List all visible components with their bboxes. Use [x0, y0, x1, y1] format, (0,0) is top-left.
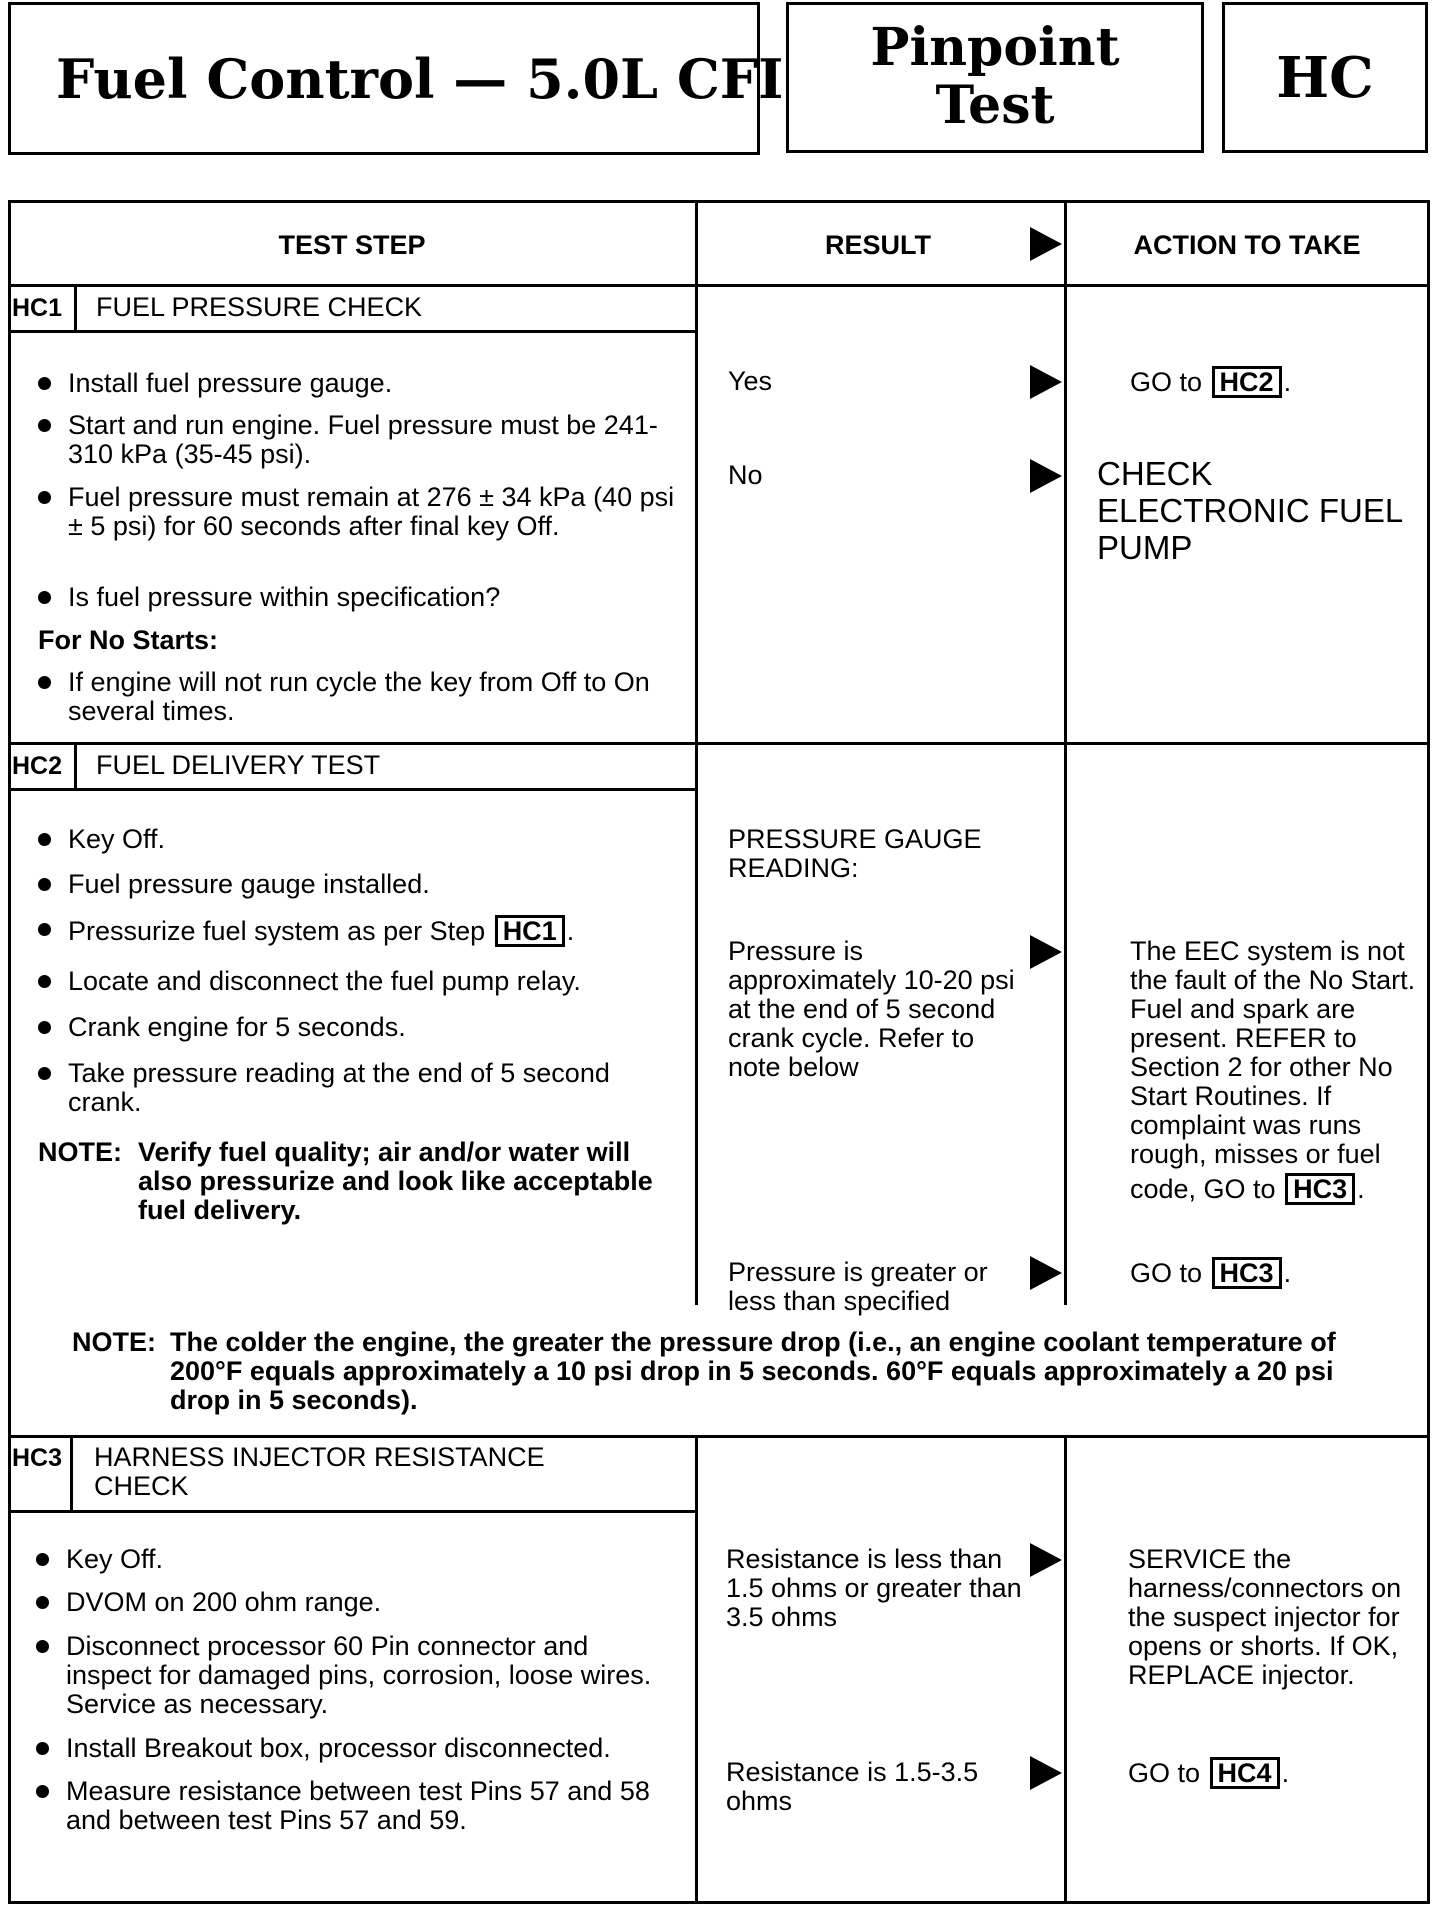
hc3-action-2: GO to HC4 . — [1128, 1758, 1290, 1788]
bullet-dot-icon — [38, 419, 51, 432]
test-type-box — [786, 2, 1204, 153]
divider-action — [1064, 200, 1067, 1305]
hc2-r2-arrow-icon — [1030, 1256, 1062, 1290]
hc2-result-1: Pressure is approximately 10-20 psi at the end of 5 second crank cycle. Refer to note below — [728, 936, 1015, 1082]
hc2-step-hc1-ref[interactable]: HC1 — [495, 915, 565, 947]
hc1-result-no: No — [728, 460, 763, 490]
test-type-line2: Test — [935, 75, 1055, 136]
bullet-dot-icon — [38, 1021, 51, 1034]
hc2-bullet-2: Fuel pressure gauge installed. — [38, 870, 678, 899]
hc2-result-heading: PRESSURE GAUGE READING: — [728, 824, 982, 883]
divider-result — [695, 200, 698, 1305]
hc2-bullet-1: Key Off. — [38, 825, 678, 854]
bullet-dot-icon — [38, 975, 51, 988]
column-arrow-icon — [1030, 227, 1062, 261]
hc1-bullet-4: Is fuel pressure within specification? — [38, 583, 678, 612]
hc3-bullet-4: Install Breakout box, processor disconnected. — [36, 1734, 676, 1763]
hc1-goto-hc2-ref[interactable]: HC2 — [1212, 366, 1282, 398]
column-action: ACTION TO TAKE — [1133, 230, 1361, 260]
hc3-r2-arrow-icon — [1030, 1756, 1062, 1790]
column-header-divider — [8, 284, 1430, 287]
bullet-dot-icon — [38, 923, 51, 936]
hc1-step-title: FUEL PRESSURE CHECK — [96, 292, 423, 322]
hc1-bullet-3: Fuel pressure must remain at 276 ± 34 kPa (40 psi ± 5 psi) for 60 seconds after final key Off. — [38, 483, 678, 541]
hc3-bullet-2: DVOM on 200 ohm range. — [36, 1588, 676, 1617]
column-result: RESULT — [825, 230, 931, 260]
page-title: Fuel Control — 5.0L CFI — [56, 47, 784, 111]
bullet-dot-icon — [36, 1785, 49, 1798]
hc1-bullet-1: Install fuel pressure gauge. — [38, 369, 678, 398]
bullet-dot-icon — [38, 591, 51, 604]
column-test-step: TEST STEP — [278, 230, 426, 260]
hc2-action-2: GO to HC3 . — [1130, 1258, 1292, 1288]
hc1-result-yes: Yes — [728, 366, 773, 396]
divider-action-hc3 — [1064, 1435, 1067, 1904]
hc2-section-top — [8, 742, 1430, 745]
hc2-result-2: Pressure is greater or less than specified — [728, 1257, 988, 1316]
hc2-note-label: NOTE: — [38, 1137, 122, 1167]
hc2-goto-hc3-ref-2[interactable]: HC3 — [1212, 1257, 1282, 1289]
code-box — [1222, 2, 1428, 153]
hc3-title-underline — [8, 1510, 695, 1513]
bullet-dot-icon — [38, 491, 51, 504]
hc2-id-divider — [74, 742, 77, 788]
hc3-step-title: HARNESS INJECTOR RESISTANCE CHECK — [94, 1442, 545, 1501]
hc3-id-divider — [70, 1435, 73, 1510]
hc3-r1-arrow-icon — [1030, 1543, 1062, 1577]
test-type-line1: Pinpoint — [870, 17, 1120, 78]
hc1-action-yes: GO to HC2 . — [1130, 367, 1292, 397]
bullet-dot-icon — [38, 377, 51, 390]
hc2-step-title: FUEL DELIVERY TEST — [96, 750, 381, 780]
hc2-r1-arrow-icon — [1030, 935, 1062, 969]
hc1-action-no: CHECK ELECTRONIC FUEL PUMP — [1097, 455, 1402, 566]
hc2-bullet-4: Locate and disconnect the fuel pump relay. — [38, 967, 678, 996]
bullet-dot-icon — [36, 1742, 49, 1755]
bullet-dot-icon — [36, 1596, 49, 1609]
hc2-note-text: Verify fuel quality; air and/or water will also pressurize and look like acceptable fuel delivery. — [138, 1137, 653, 1225]
bullet-dot-icon — [38, 833, 51, 846]
hc2-bullet-3: Pressurize fuel system as per Step HC1 . — [38, 915, 678, 947]
hc1-no-arrow-icon — [1030, 459, 1062, 493]
hc2-bullet-6: Take pressure reading at the end of 5 second crank. — [38, 1059, 678, 1117]
wide-note-label: NOTE: — [72, 1327, 156, 1357]
pinpoint-code: HC — [1276, 45, 1374, 111]
bullet-dot-icon — [38, 878, 51, 891]
hc3-section-top — [8, 1435, 1430, 1438]
wide-note-text: The colder the engine, the greater the pressure drop (i.e., an engine coolant temperature of 200°F equals approximately a 10 psi drop in 5 seconds. 60°F equals approximately a 20 psi drop in 5 seconds). — [170, 1327, 1336, 1415]
hc1-id-divider — [74, 284, 77, 330]
bullet-dot-icon — [38, 676, 51, 689]
hc1-title-underline — [8, 330, 695, 333]
hc2-title-underline — [8, 788, 695, 791]
hc3-result-1: Resistance is less than 1.5 ohms or greater than 3.5 ohms — [726, 1544, 1022, 1632]
divider-result-hc3 — [695, 1435, 698, 1904]
hc1-step-id: HC1 — [12, 294, 63, 322]
hc3-result-2: Resistance is 1.5-3.5 ohms — [726, 1757, 979, 1816]
hc3-bullet-5: Measure resistance between test Pins 57 and 58 and between test Pins 57 and 59. — [36, 1777, 676, 1835]
hc1-bullet-5: If engine will not run cycle the key from Off to On several times. — [38, 668, 678, 726]
hc3-bullet-3: Disconnect processor 60 Pin connector and inspect for damaged pins, corrosion, loose wires. Service as necessary. — [36, 1632, 676, 1719]
bullet-dot-icon — [36, 1553, 49, 1566]
hc1-bullet-2: Start and run engine. Fuel pressure must be 241-310 kPa (35-45 psi). — [38, 411, 678, 469]
hc2-goto-hc3-ref[interactable]: HC3 — [1285, 1173, 1355, 1205]
hc3-step-id: HC3 — [12, 1444, 63, 1472]
hc1-yes-arrow-icon — [1030, 365, 1062, 399]
hc1-subheading: For No Starts: — [38, 625, 219, 655]
hc3-bullet-1: Key Off. — [36, 1545, 676, 1574]
title-box — [8, 2, 784, 155]
bullet-dot-icon — [38, 1067, 51, 1080]
bullet-dot-icon — [36, 1640, 49, 1653]
hc2-step-id: HC2 — [12, 752, 63, 780]
hc3-action-1: SERVICE the harness/connectors on the suspect injector for opens or shorts. If OK, REPLACE injector. — [1128, 1544, 1402, 1690]
hc3-goto-hc4-ref[interactable]: HC4 — [1210, 1757, 1280, 1789]
hc2-bullet-5: Crank engine for 5 seconds. — [38, 1013, 678, 1042]
hc2-action-1: The EEC system is not the fault of the No Start. Fuel and spark are present. REFER to Section 2 for other No Start Routines. If complaint was runs rough, misses or fuel code, GO to HC3 . — [1130, 936, 1416, 1204]
